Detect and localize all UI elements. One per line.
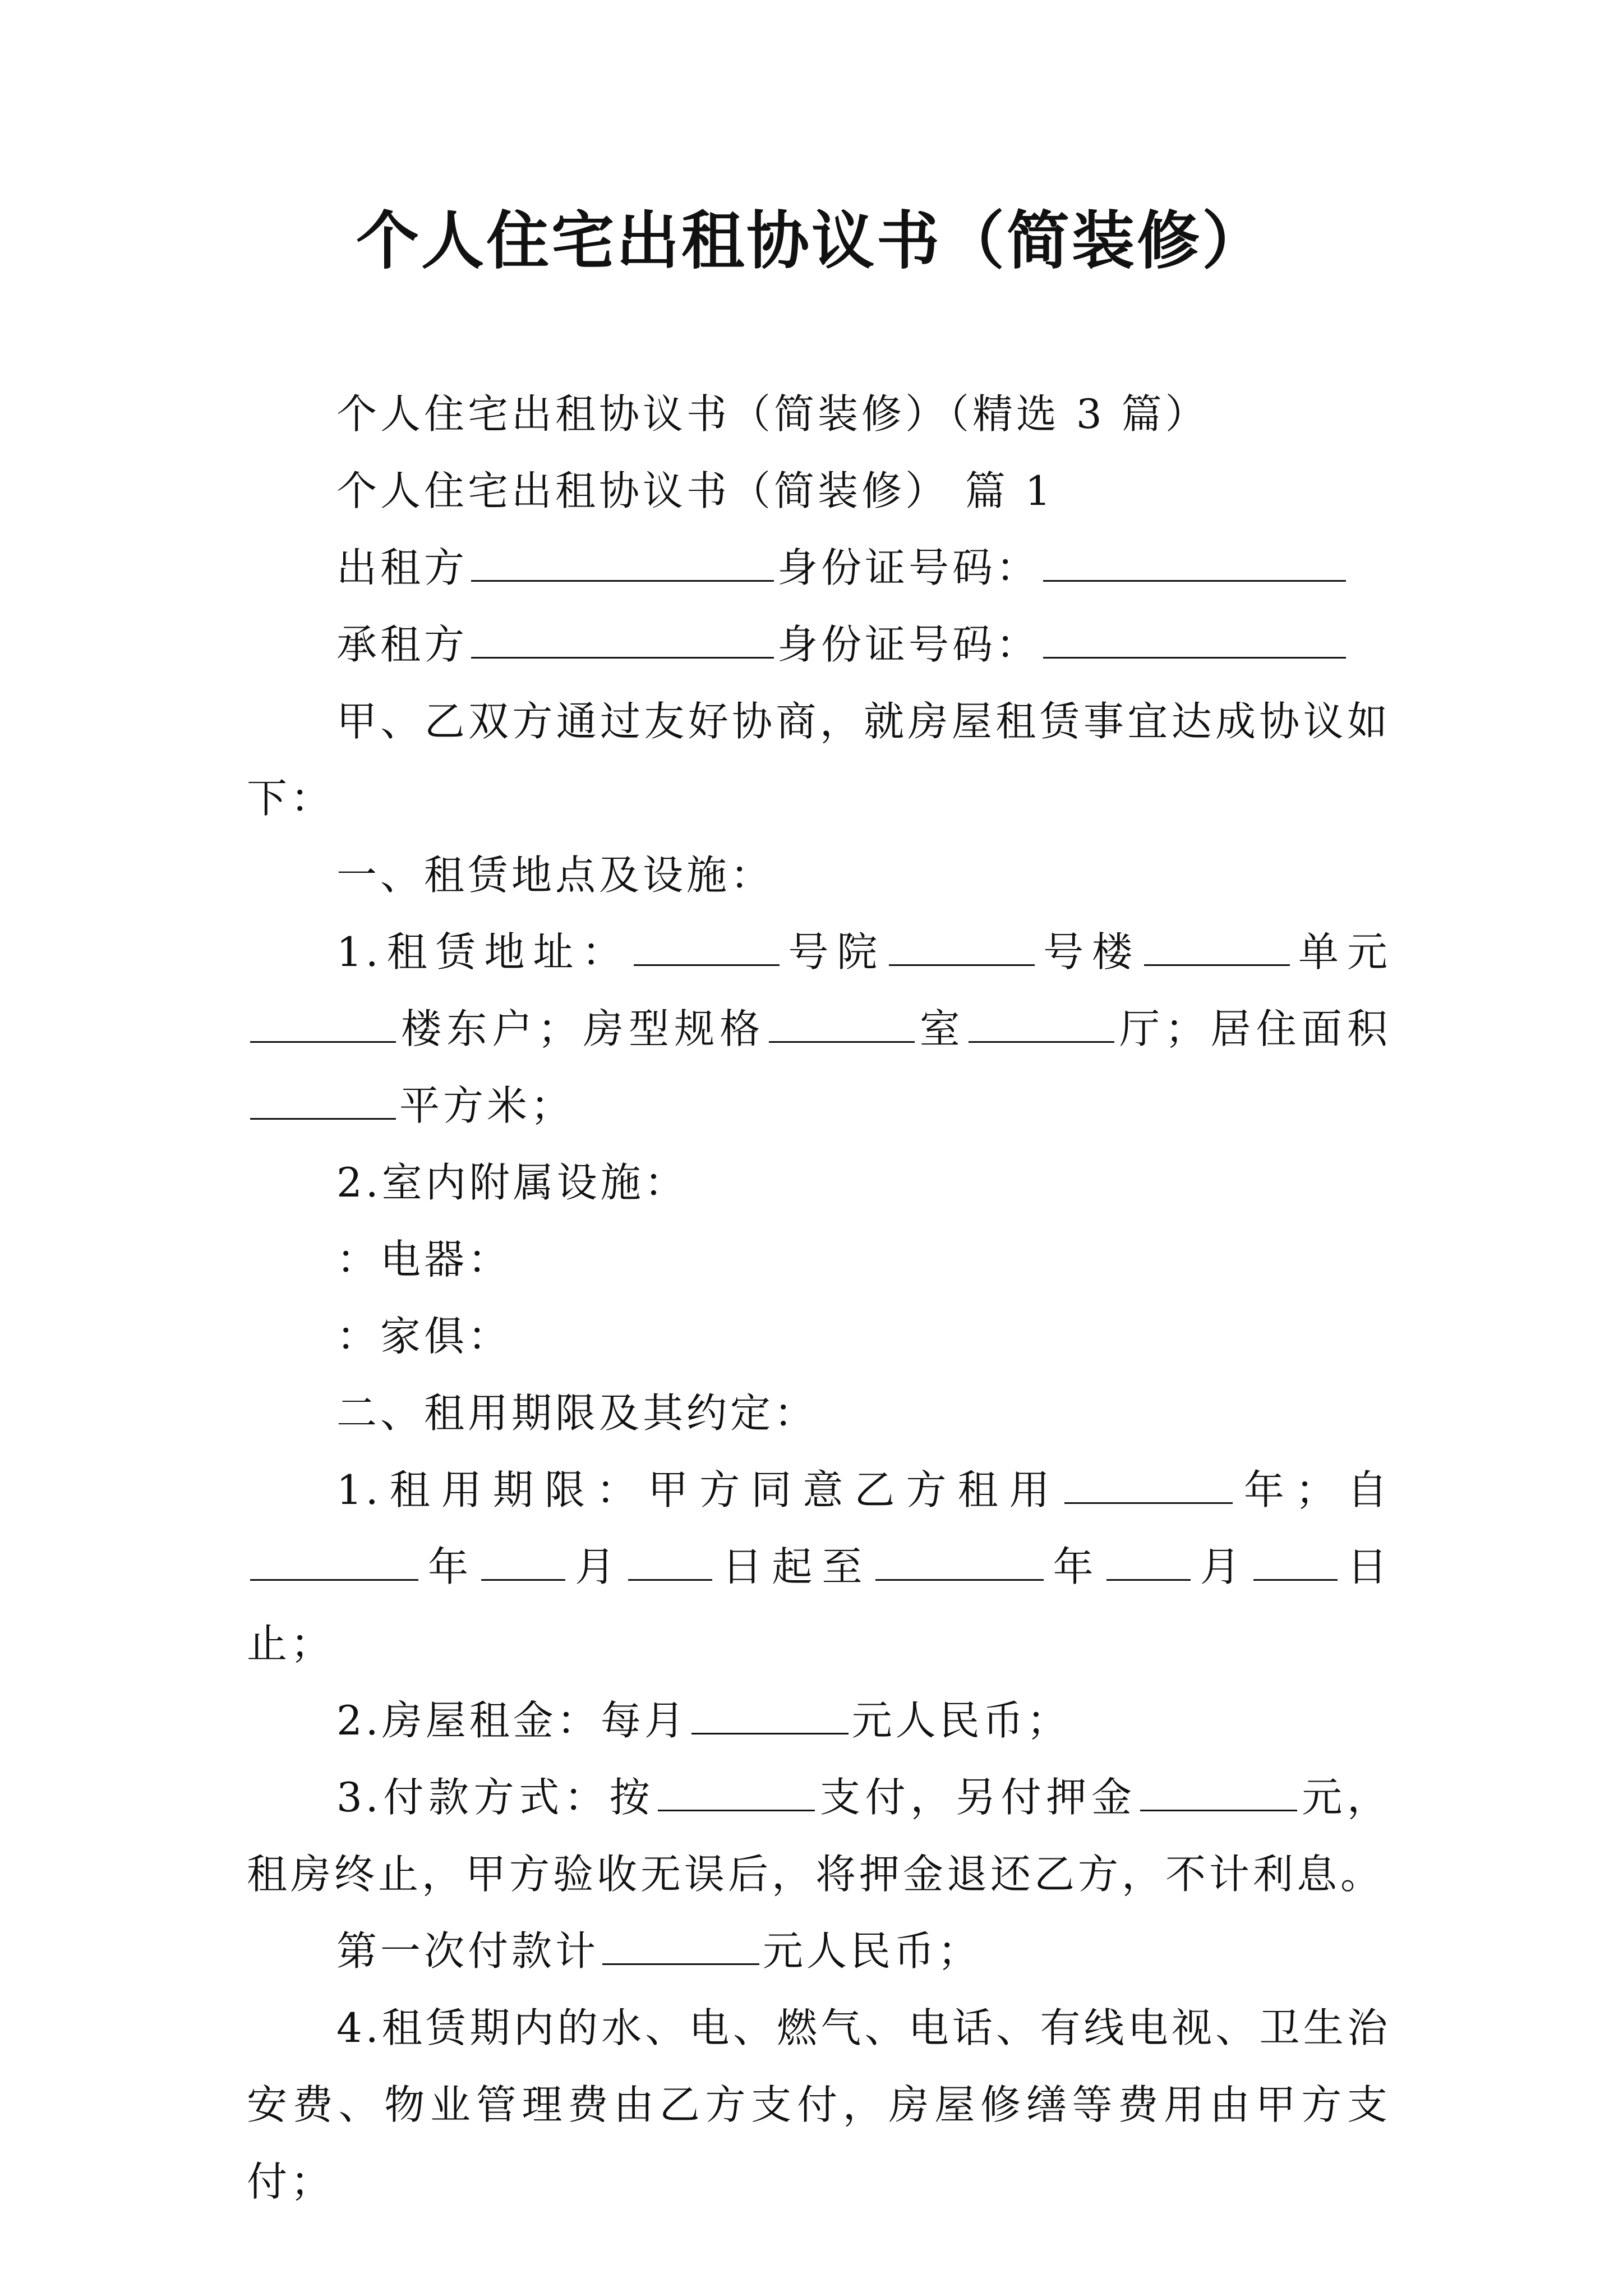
address-hall: 厅；居住面积 xyxy=(1117,1005,1391,1052)
floor-number-blank xyxy=(250,1005,396,1043)
first-pay-suffix: 元人民币； xyxy=(763,1927,982,1975)
end-month-blank xyxy=(1106,1543,1191,1581)
deposit-amount-blank xyxy=(1140,1774,1297,1811)
term-prefix: 1.租用期限：甲方同意乙方租用 xyxy=(336,1466,1061,1513)
address-yard: 号院 xyxy=(783,928,886,976)
term-m2: 月 xyxy=(1193,1543,1250,1590)
rent-prefix: 2.房屋租金：每月 xyxy=(336,1697,688,1744)
end-year-blank xyxy=(875,1543,1044,1581)
area-blank xyxy=(250,1082,396,1120)
subtitle-paragraph: 个人住宅出租协议书（简装修）（精选 3 篇） xyxy=(336,390,1209,438)
rent-amount-blank xyxy=(691,1697,849,1734)
lessor-id-blank xyxy=(1043,544,1346,582)
lessor-name-blank xyxy=(471,544,774,582)
lessee-id-blank xyxy=(1043,621,1346,659)
term-years-blank xyxy=(1064,1466,1233,1504)
term-y2: 年 xyxy=(1046,1543,1103,1590)
first-payment-blank xyxy=(602,1927,759,1965)
lessor-line xyxy=(247,530,1391,606)
fees-paragraph: 4.租赁期内的水、电、燃气、电话、有线电视、卫生治安费、物业管理费由乙方支付，房屋修缮等费用由甲方支付； xyxy=(247,2004,1391,2205)
end-day-blank xyxy=(1253,1543,1338,1581)
term-y: 年 xyxy=(422,1543,478,1590)
building-number-blank xyxy=(889,928,1035,966)
pay-mid: 支付，另付押金 xyxy=(818,1774,1137,1821)
lessor-label: 出租方 xyxy=(336,544,468,591)
lessee-id-label: 身份证号码： xyxy=(777,621,1040,668)
document-body xyxy=(247,376,1391,2220)
term-d-to: 日起至 xyxy=(716,1543,872,1590)
room-count-blank xyxy=(769,1005,915,1043)
lessee-name-blank xyxy=(471,621,774,659)
pay-prefix: 3.付款方式：按 xyxy=(336,1774,655,1821)
part-heading: 个人住宅出租协议书（简装修） 篇 1 xyxy=(336,467,1054,514)
payment-paragraph xyxy=(247,1759,1391,1913)
address-room: 室 xyxy=(917,1005,965,1052)
lessee-label: 承租方 xyxy=(336,621,468,668)
address-building: 号楼 xyxy=(1038,928,1141,976)
start-day-blank xyxy=(628,1543,712,1581)
lessor-id-label: 身份证号码： xyxy=(777,544,1040,591)
term-end: 日止； xyxy=(247,1543,1391,1667)
address-prefix: 1.租赁地址： xyxy=(336,928,631,976)
start-month-blank xyxy=(481,1543,565,1581)
rent-suffix: 元人民币； xyxy=(851,1697,1071,1744)
furniture-line: ：家俱： xyxy=(336,1313,512,1360)
rent-line xyxy=(247,1682,1391,1759)
section-1-heading: 一、租赁地点及设施： xyxy=(336,852,774,899)
first-pay-prefix: 第一次付款计 xyxy=(336,1927,600,1975)
appliances-line: ：电器： xyxy=(336,1236,512,1283)
term-paragraph xyxy=(247,1452,1391,1682)
document-title: 个人住宅出租协议书（简装修） xyxy=(356,205,1267,278)
term-m: 月 xyxy=(569,1543,625,1590)
unit-number-blank xyxy=(1144,928,1290,966)
start-year-blank xyxy=(250,1543,418,1581)
address-floor: 楼东户；房型规格 xyxy=(399,1005,766,1052)
facilities-heading: 2.室内附属设施： xyxy=(336,1159,688,1206)
address-unit: 单元 xyxy=(1293,928,1391,976)
first-payment-line xyxy=(247,1913,1391,1990)
payment-method-blank xyxy=(658,1774,815,1811)
intro-paragraph: 甲、乙双方通过友好协商，就房屋租赁事宜达成协议如下： xyxy=(247,698,1391,822)
pay-suffix: 元，租房终止，甲方验收无误后，将押金退还乙方，不计利息。 xyxy=(247,1774,1391,1898)
address-paragraph xyxy=(247,914,1391,1144)
term-year-from: 年；自 xyxy=(1235,1466,1391,1513)
address-area: 平方米； xyxy=(399,1082,575,1129)
hall-count-blank xyxy=(969,1005,1114,1043)
lessee-line xyxy=(247,606,1391,683)
section-2-heading: 二、租用期限及其约定： xyxy=(336,1389,818,1437)
yard-number-blank xyxy=(634,928,780,966)
